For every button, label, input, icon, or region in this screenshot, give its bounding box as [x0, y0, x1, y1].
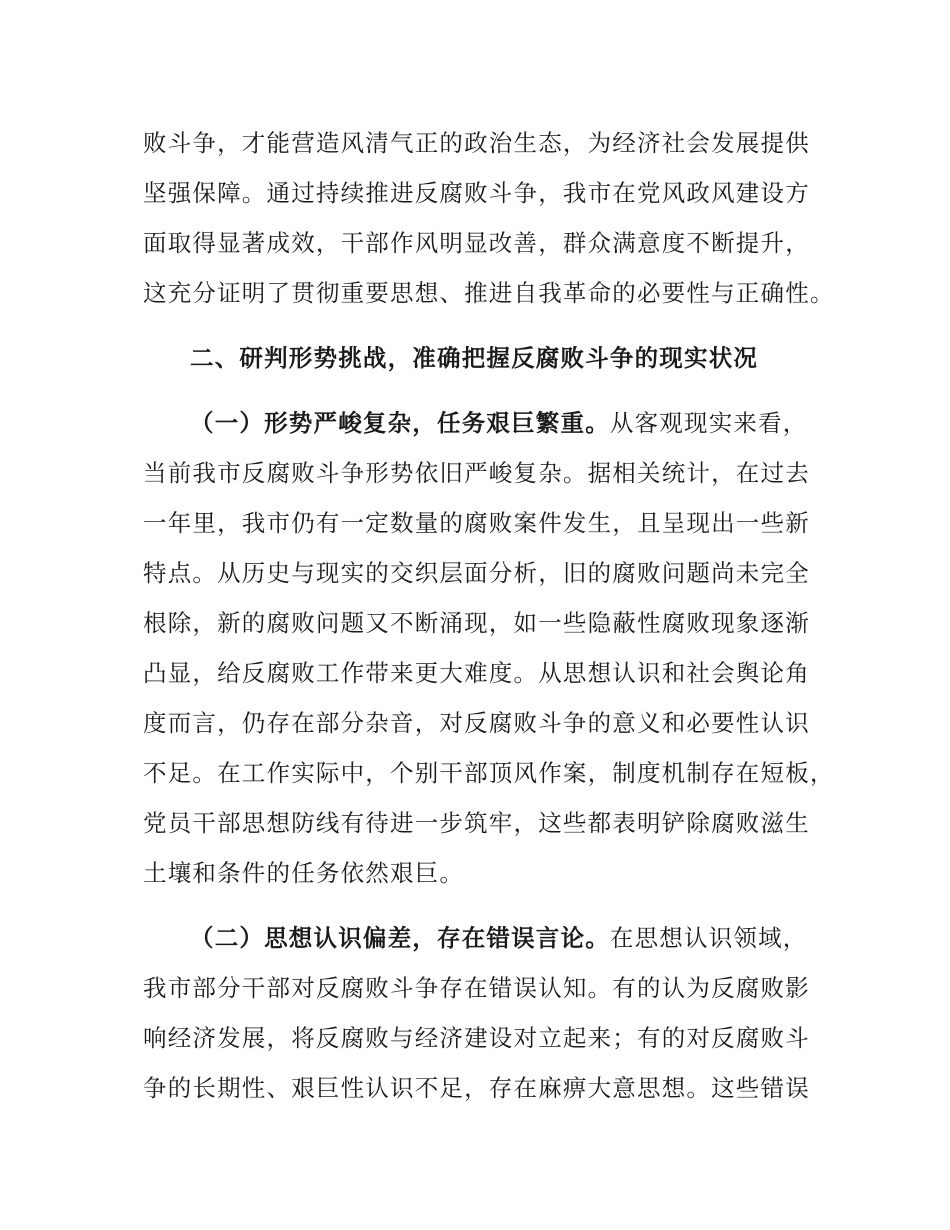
paragraph-line: 响经济发展，将反腐败与经济建设对立起来；有的对反腐败斗: [143, 1024, 810, 1052]
paragraph-line: 党员干部思想防线有待进一步筑牢，这些都表明铲除腐败滋生: [143, 809, 810, 837]
paragraph-line: 不足。在工作实际中，个别干部顶风作案，制度机制存在短板，: [143, 759, 835, 787]
subsection-first-line: [190, 918, 830, 958]
paragraph-line: 度而言，仍存在部分杂音，对反腐败斗争的意义和必要性认识: [143, 709, 810, 737]
paragraph-line: 这充分证明了贯彻重要思想、推进自我革命的必要性与正确性。: [143, 279, 835, 307]
paragraph-line: 凸显，给反腐败工作带来更大难度。从思想认识和社会舆论角: [143, 659, 810, 687]
subsection-first-line: [190, 403, 830, 443]
paragraph-line: 坚强保障。通过持续推进反腐败斗争，我市在党风政风建设方: [143, 179, 810, 207]
paragraph-line: 争的长期性、艰巨性认识不足，存在麻痹大意思想。这些错误: [143, 1074, 810, 1102]
paragraph-line: 我市部分干部对反腐败斗争存在错误认知。有的认为反腐败影: [143, 974, 810, 1002]
paragraph-line: 根除，新的腐败问题又不断涌现，如一些隐蔽性腐败现象逐渐: [143, 609, 810, 637]
paragraph-line: 一年里，我市仍有一定数量的腐败案件发生，且呈现出一些新: [143, 509, 810, 537]
paragraph-line: 土壤和条件的任务依然艰巨。: [143, 859, 465, 887]
subsection-first-line-text: 在思想认识领域，: [609, 924, 808, 952]
paragraph-line: 特点。从历史与现实的交织层面分析，旧的腐败问题尚未完全: [143, 559, 810, 587]
paragraph-line: 败斗争，才能营造风清气正的政治生态，为经济社会发展提供: [143, 129, 810, 157]
subsection-first-line-text: 从客观现实来看，: [609, 409, 808, 437]
paragraph-line: 面取得显著成效，干部作风明显改善，群众满意度不断提升，: [143, 229, 810, 257]
paragraph-line: 当前我市反腐败斗争形势依旧严峻复杂。据相关统计，在过去: [143, 459, 810, 487]
subsection-title: （一）形势严峻复杂，任务艰巨繁重。: [190, 409, 610, 437]
subsection-title: （二）思想认识偏差，存在错误言论。: [190, 924, 610, 952]
section-heading: 二、研判形势挑战，准确把握反腐败斗争的现实状况: [190, 344, 759, 372]
